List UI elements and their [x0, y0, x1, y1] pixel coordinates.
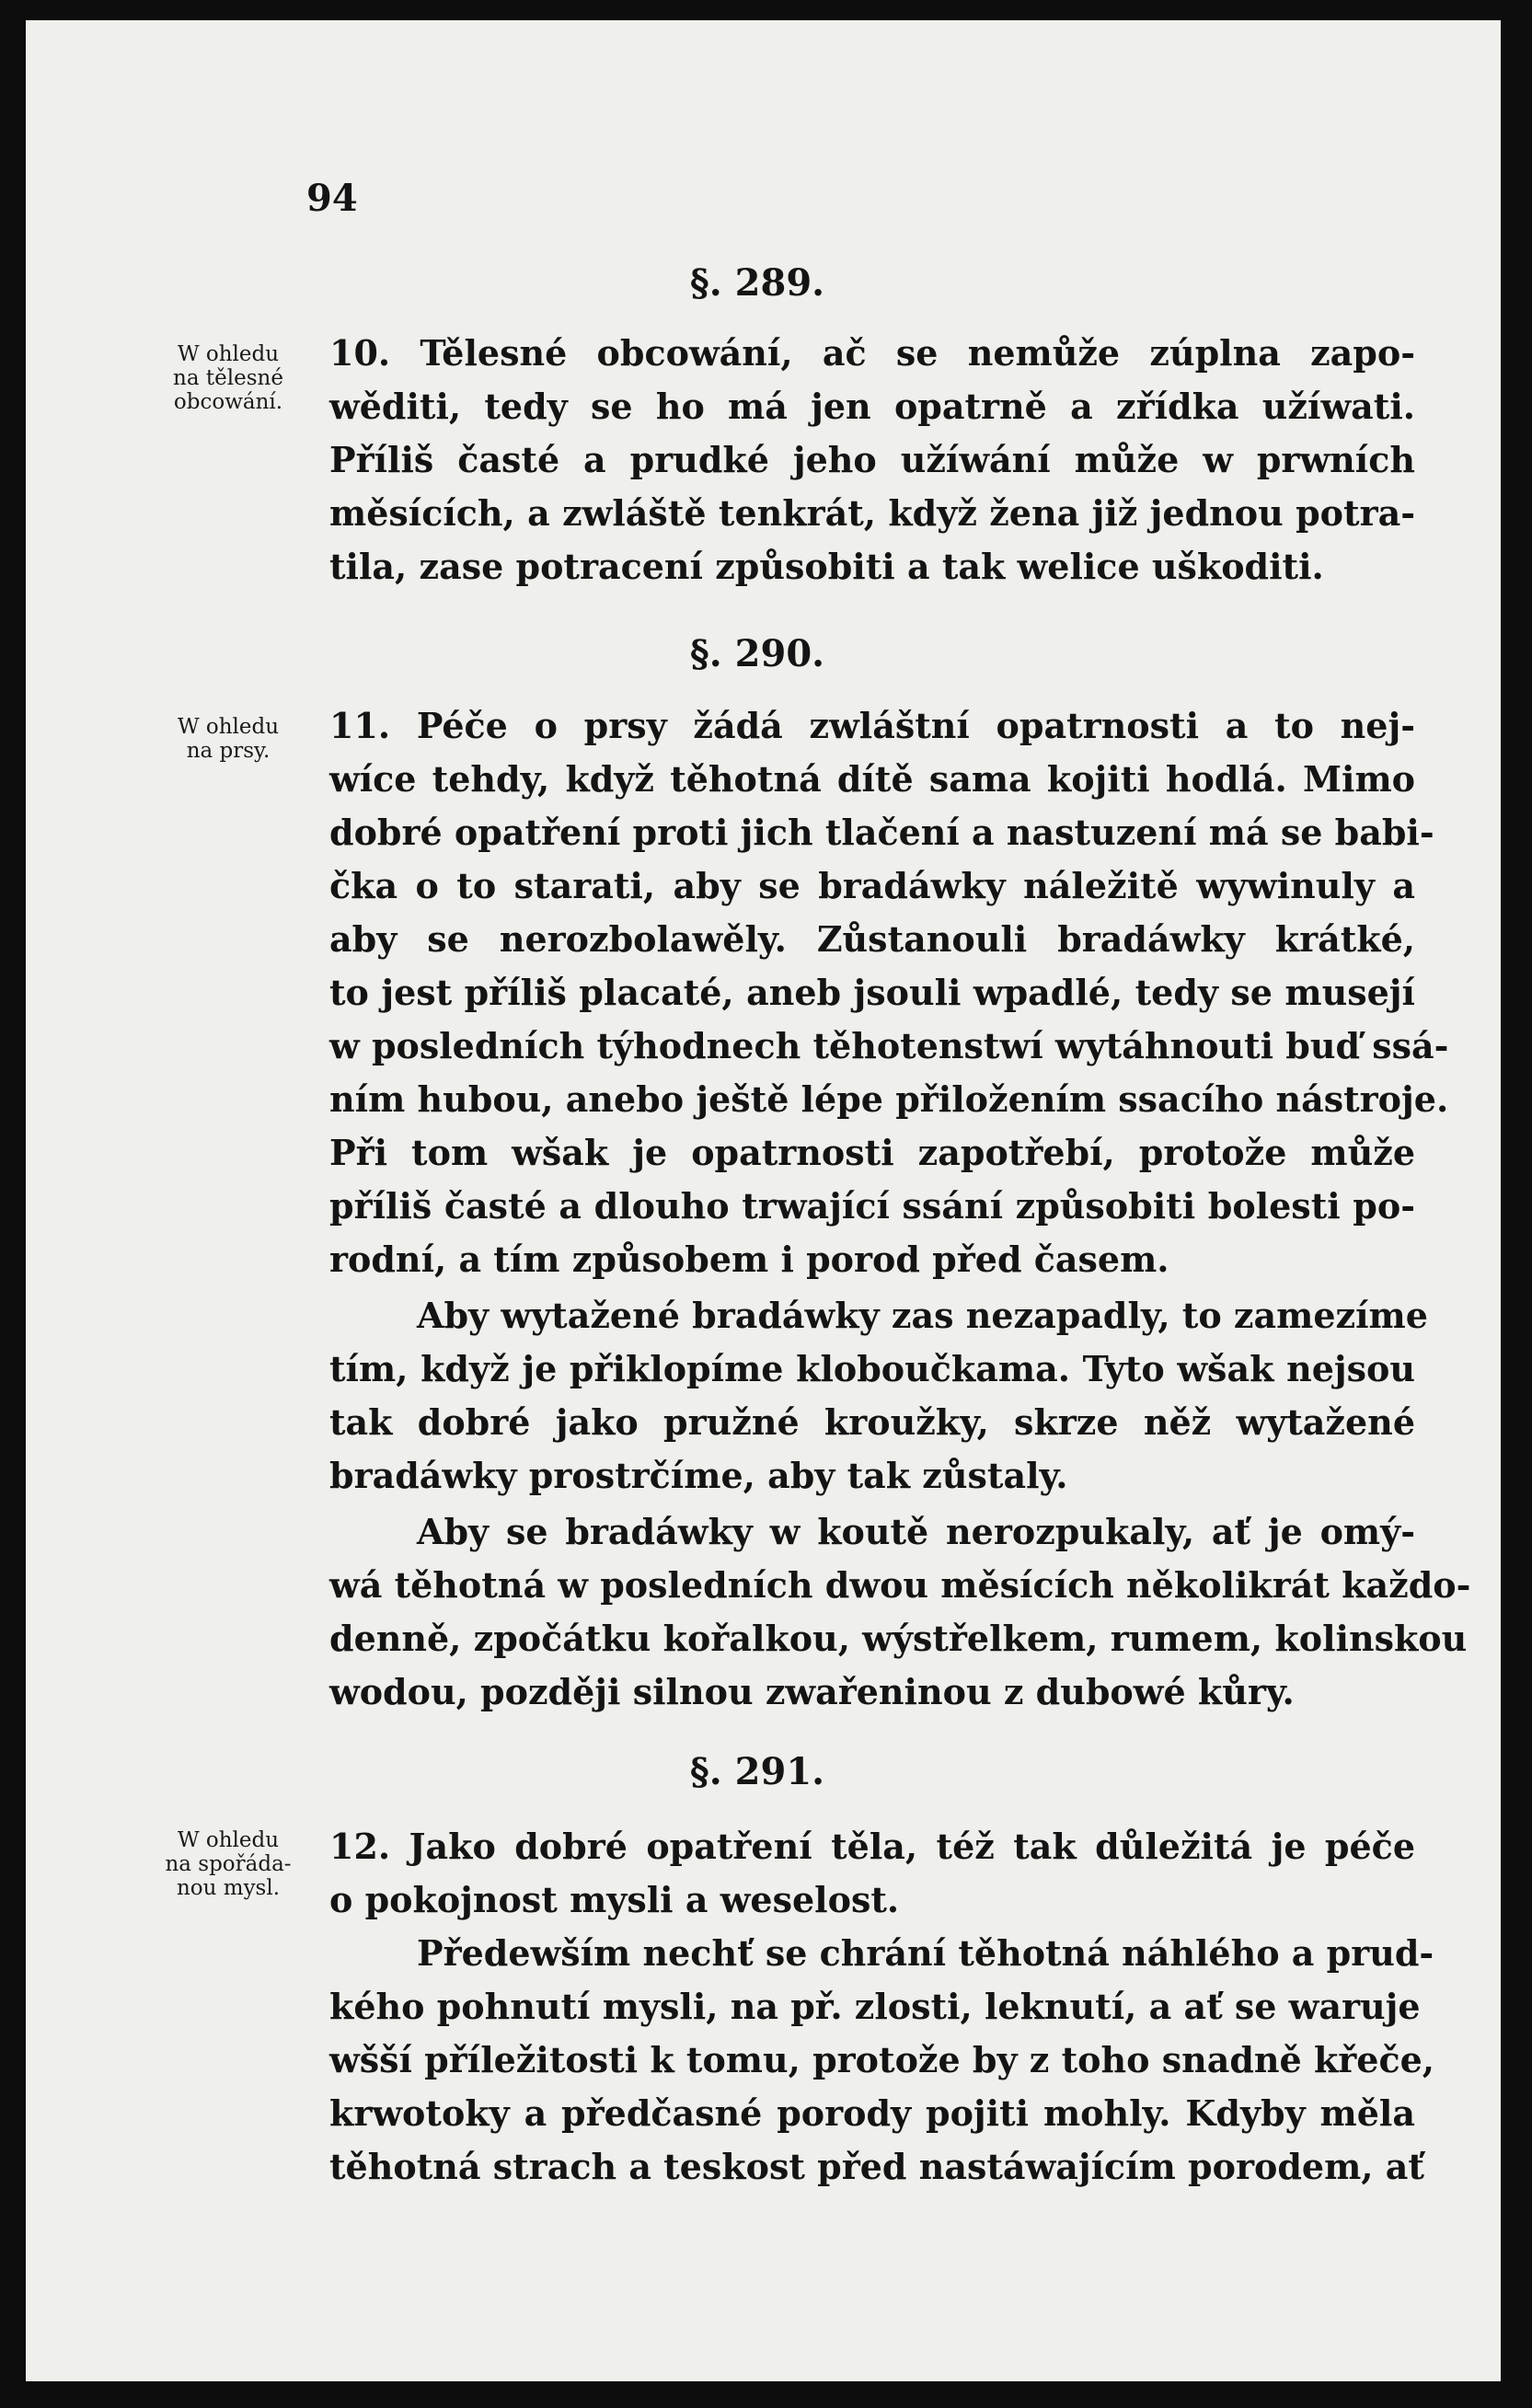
- text-line: měsících, a zwláště tenkrát, když žena již jednou potra-: [329, 492, 1415, 534]
- book-page: [26, 20, 1501, 2381]
- text-line: o pokojnost mysli a weselost.: [329, 1879, 900, 1920]
- text-line: bradáwky prostrčíme, aby tak zůstaly.: [329, 1455, 1068, 1496]
- text-line: denně, zpočátku kořalkou, wýstřelkem, rumem, kolinskou: [329, 1618, 1468, 1659]
- section-heading-289: §. 289.: [689, 261, 825, 305]
- page-number: 94: [306, 177, 358, 220]
- text-line: tak dobré jako pružné kroužky, skrze něž wytažené: [329, 1401, 1415, 1443]
- text-line: wíce tehdy, když těhotná dítě sama kojiti hodlá. Mimo: [329, 758, 1415, 800]
- margin-note-mind: [136, 1828, 320, 1900]
- text-line: rodní, a tím způsobem i porod před časem.: [329, 1239, 1169, 1280]
- text-line: wodou, později silnou zwařeninou z dubowé kůry.: [329, 1671, 1295, 1712]
- margin-note-line: na tělesné: [173, 366, 283, 390]
- margin-note-line: nou mysl.: [176, 1876, 281, 1900]
- text-line: příliš časté a dlouho trwající ssání způsobiti bolesti po-: [329, 1185, 1415, 1227]
- text-line: dobré opatření proti jich tlačení a nastuzení má se babi-: [329, 812, 1434, 853]
- section-heading-291: §. 291.: [689, 1750, 825, 1793]
- text-line: kého pohnutí mysli, na př. zlosti, leknutí, a ať se waruje: [329, 1986, 1421, 2027]
- text-line: krwotoky a předčasné porody pojiti mohly. Kdyby měla: [329, 2092, 1415, 2134]
- margin-note-line: obcowání.: [173, 390, 283, 414]
- margin-note-intercourse: [136, 342, 320, 414]
- text-line: tila, zase potracení způsobiti a tak welice uškoditi.: [329, 546, 1324, 587]
- text-line: wěditi, tedy se ho má jen opatrně a zřídka užíwati.: [329, 386, 1415, 427]
- margin-note-line: W ohledu: [177, 342, 280, 366]
- text-line: 12. Jako dobré opatření těla, též tak důležitá je péče: [329, 1826, 1415, 1867]
- text-line: Příliš časté a prudké jeho užíwání může w prwních: [329, 439, 1415, 480]
- margin-note-breasts: [136, 715, 320, 763]
- section-heading-290: §. 290.: [689, 632, 825, 675]
- text-line: 11. Péče o prsy žádá zwláštní opatrnosti a to nej-: [329, 705, 1415, 746]
- text-line: ním hubou, anebo ještě lépe přiložením ssacího nástroje.: [329, 1078, 1449, 1120]
- text-line: Při tom wšak je opatrnosti zapotřebí, protože může: [329, 1132, 1415, 1173]
- text-line: aby se nerozbolawěly. Zůstanouli bradáwky krátké,: [329, 918, 1415, 960]
- margin-note-line: na prsy.: [186, 739, 271, 763]
- text-line: těhotná strach a teskost před nastáwajícím porodem, ať: [329, 2146, 1424, 2187]
- text-line: w posledních týhodnech těhotenstwí wytáhnouti buď ssá-: [329, 1025, 1449, 1066]
- margin-note-line: W ohledu: [177, 1828, 280, 1852]
- text-line: 10. Tělesné obcowání, ač se nemůže zúplna zapo-: [329, 332, 1415, 374]
- text-line: tím, když je přiklopíme kloboučkama. Tyto wšak nejsou: [329, 1348, 1415, 1389]
- margin-note-line: na spořáda-: [165, 1852, 292, 1876]
- text-line: čka o to starati, aby se bradáwky náležitě wywinuly a: [329, 865, 1415, 906]
- text-line: wá těhotná w posledních dwou měsících několikrát každo-: [329, 1564, 1471, 1606]
- margin-note-line: W ohledu: [177, 715, 280, 739]
- text-line: Předewším nechť se chrání těhotná náhlého a prud-: [417, 1932, 1434, 1974]
- text-line: Aby se bradáwky w koutě nerozpukaly, ať je omý-: [417, 1511, 1415, 1552]
- text-line: wšší příležitosti k tomu, protože by z toho snadně křeče,: [329, 2039, 1435, 2080]
- text-line: to jest příliš placaté, aneb jsouli wpadlé, tedy se musejí: [329, 972, 1415, 1013]
- text-line: Aby wytažené bradáwky zas nezapadly, to zamezíme: [417, 1295, 1428, 1336]
